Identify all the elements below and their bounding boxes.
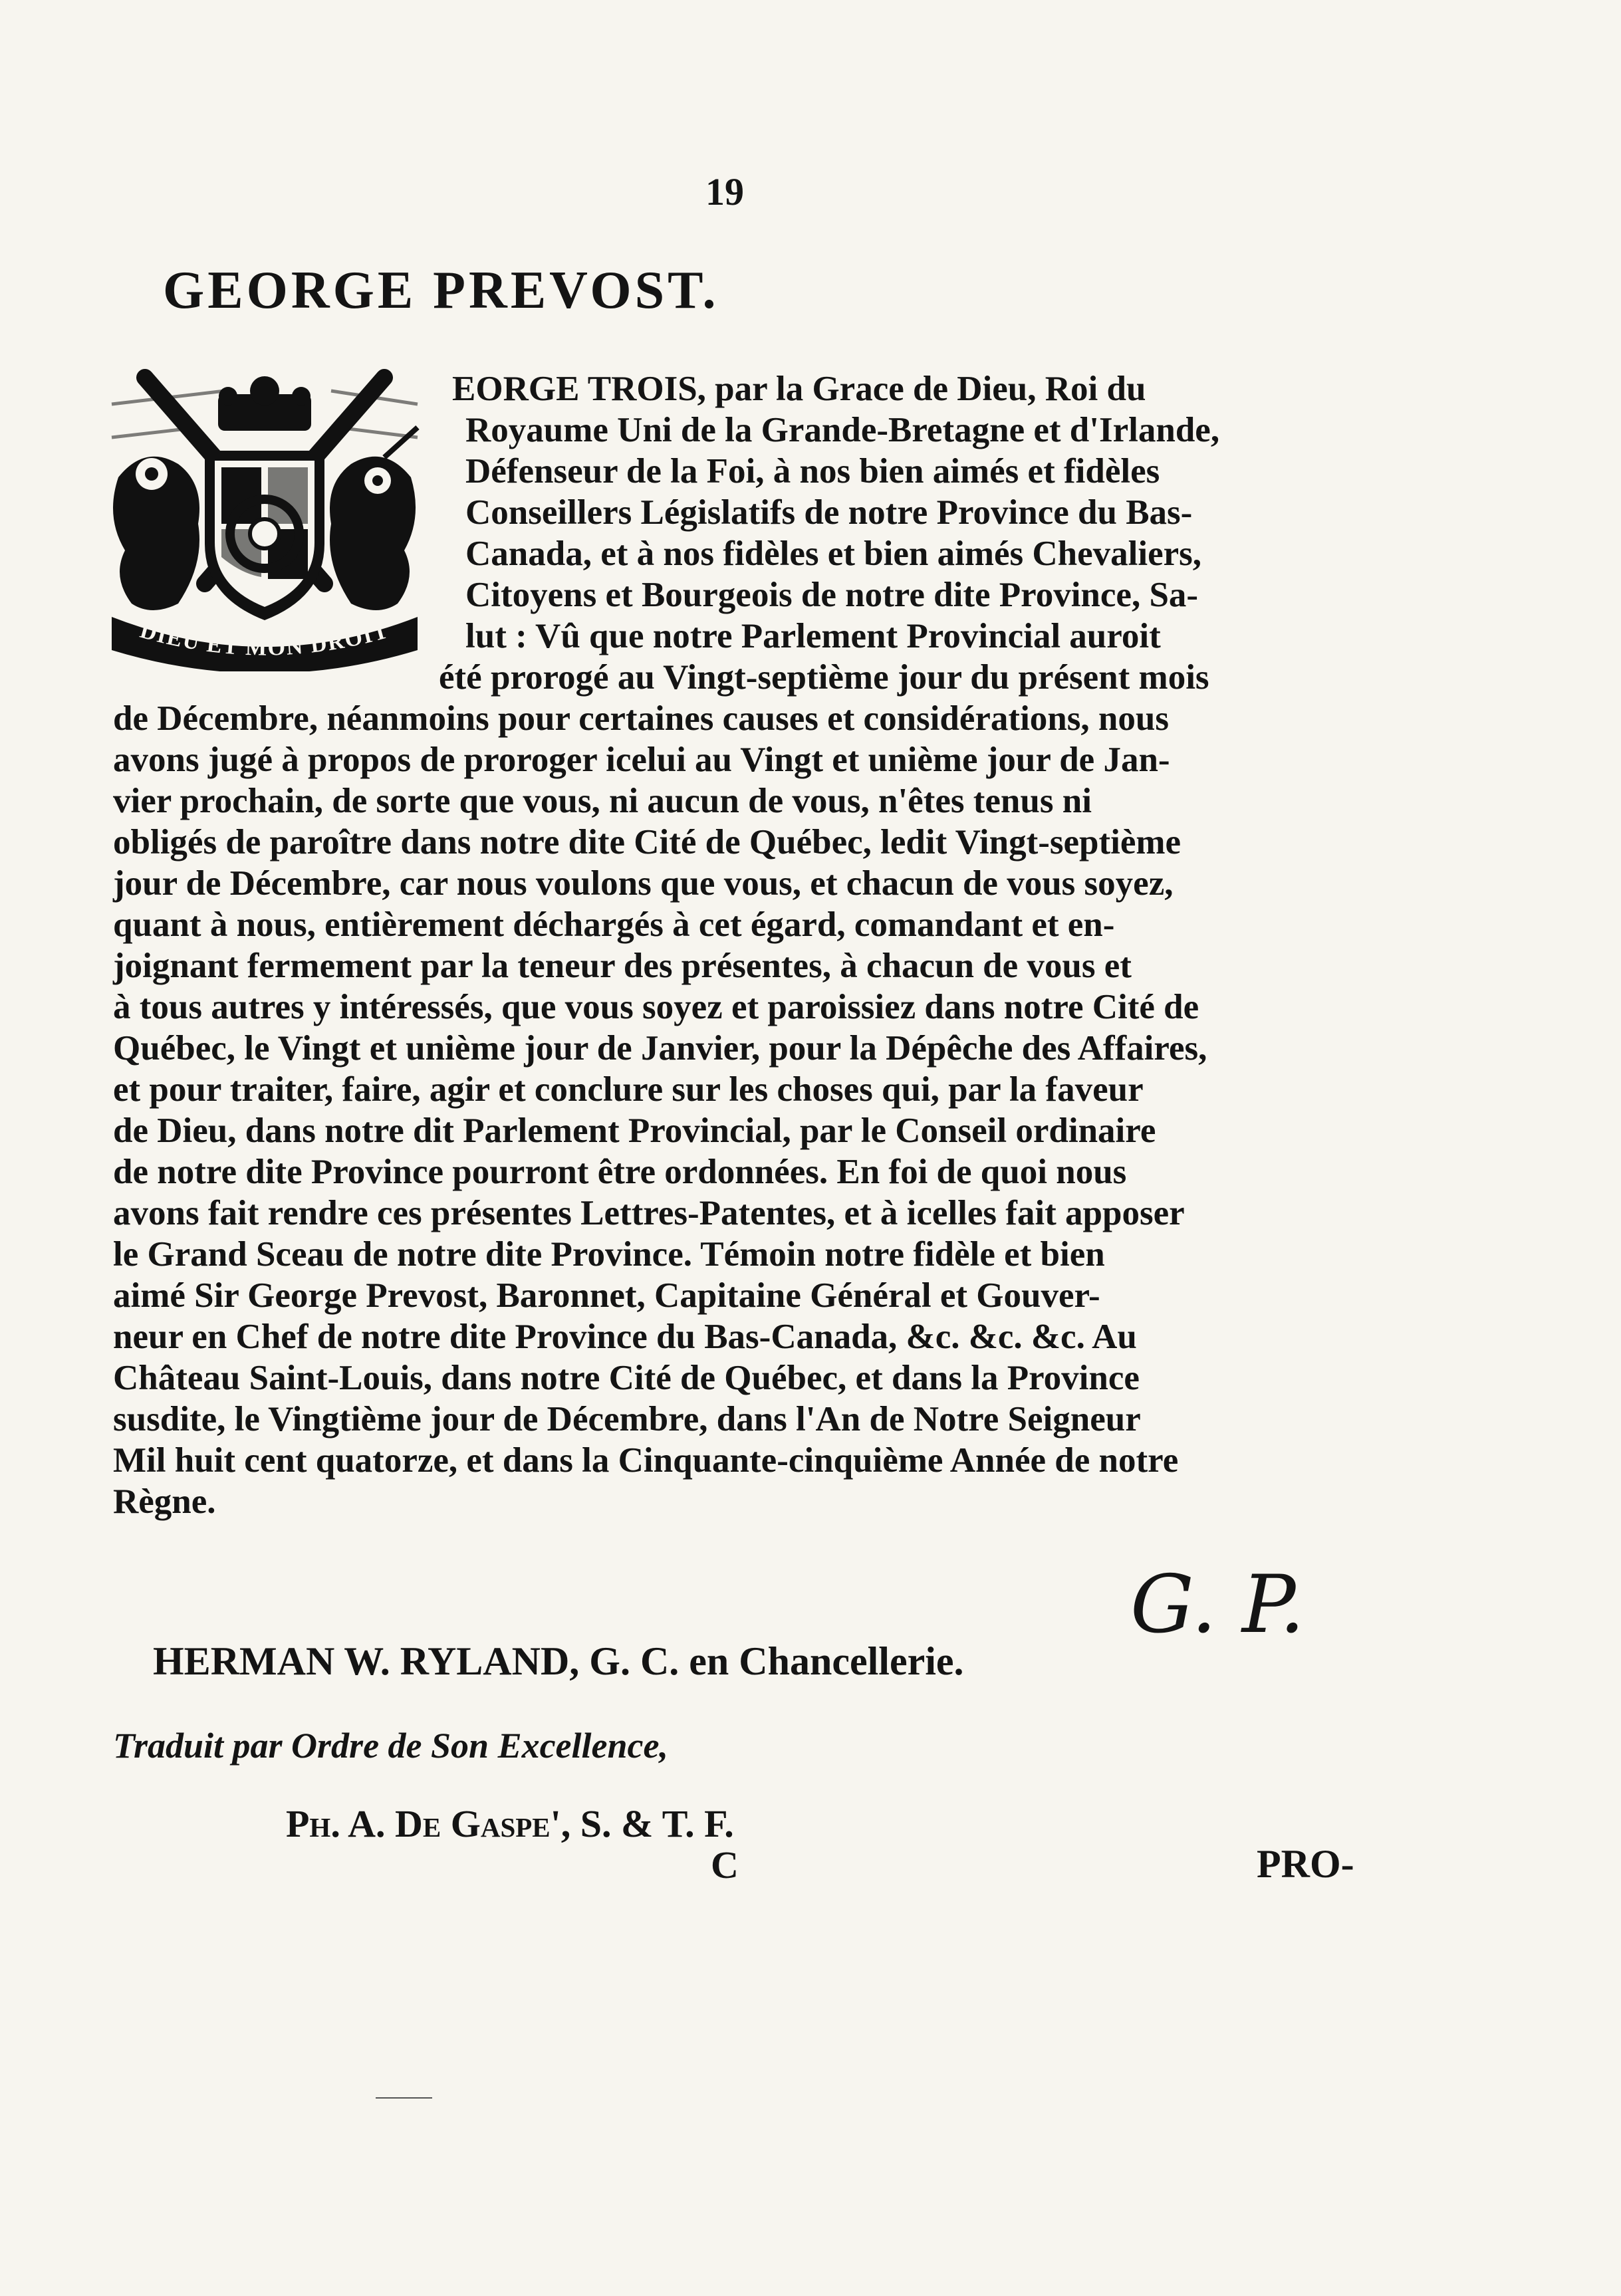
body-line: obligés de paroître dans notre dite Cité de Québec, ledit Vingt-septième (113, 823, 1182, 861)
body-line: et pour traiter, faire, agir et conclure sur les choses qui, par la faveur (113, 1070, 1144, 1109)
body-line: Conseillers Législatifs de notre Province du Bas- (465, 493, 1193, 532)
proclamation-title: GEORGE PREVOST. (163, 261, 719, 320)
secretary-attestation: HERMAN W. RYLAND, G. C. en Chancellerie. (153, 1639, 964, 1683)
body-line: à tous autres y intéressés, que vous soyez et paroissiez dans notre Cité de (113, 988, 1199, 1026)
body-line: Château Saint-Louis, dans notre Cité de Québec, et dans la Province (113, 1359, 1140, 1397)
body-line: été prorogé au Vingt-septième jour du présent mois (439, 658, 1209, 697)
body-line: Défenseur de la Foi, à nos bien aimés et fidèles (465, 452, 1160, 491)
body-line: de notre dite Province pourront être ordonnées. En foi de quoi nous (113, 1153, 1127, 1191)
signature-initials: G. P. (1130, 1559, 1305, 1651)
body-line: de Décembre, néanmoins pour certaines causes et considérations, nous (113, 699, 1169, 738)
printer-signature-mark: C (711, 1843, 739, 1887)
body-line: jour de Décembre, car nous voulons que vous, et chacun de vous soyez, (113, 864, 1174, 903)
body-line: le Grand Sceau de notre dite Province. Témoin notre fidèle et bien (113, 1235, 1105, 1274)
body-line: vier prochain, de sorte que vous, ni aucun de vous, n'êtes tenus ni (113, 782, 1092, 820)
body-line: Royaume Uni de la Grande-Bretagne et d'Irlande, (465, 411, 1220, 449)
body-line: Règne. (113, 1482, 216, 1521)
body-line: de Dieu, dans notre dit Parlement Provincial, par le Conseil ordinaire (113, 1111, 1156, 1150)
body-line: aimé Sir George Prevost, Baronnet, Capitaine Général et Gouver- (113, 1276, 1100, 1315)
page-number: 19 (705, 170, 744, 213)
body-line: Mil huit cent quatorze, et dans la Cinquante-cinquième Année de notre (113, 1441, 1179, 1480)
body-line: neur en Chef de notre dite Province du Bas-Canada, &c. &c. &c. Au (113, 1318, 1137, 1356)
body-line: joignant fermement par la teneur des présentes, à chacun de vous et (113, 947, 1132, 985)
body-line: Québec, le Vingt et unième jour de Janvier, pour la Dépêche des Affaires, (113, 1029, 1207, 1068)
body-line: avons fait rendre ces présentes Lettres-Patentes, et à icelles fait apposer (113, 1194, 1185, 1232)
body-line: Canada, et à nos fidèles et bien aimés Chevaliers, (465, 534, 1202, 573)
translator-credit: Ph. A. De Gaspe', S. & T. F. (286, 1802, 734, 1845)
body-line: EORGE TROIS, par la Grace de Dieu, Roi du (452, 370, 1146, 408)
royal-coat-of-arms-image (105, 364, 423, 671)
body-line: Citoyens et Bourgeois de notre dite Province, Sa- (465, 576, 1199, 614)
body-line: lut : Vû que notre Parlement Provincial auroit (465, 617, 1161, 655)
body-line: avons jugé à propos de proroger icelui au Vingt et unième jour de Jan- (113, 741, 1170, 779)
divider-rule (376, 2097, 432, 2099)
catchword: PRO- (1257, 1842, 1354, 1886)
body-line: quant à nous, entièrement déchargés à cet égard, comandant et en- (113, 905, 1115, 944)
arms-motto: DIEU ET MON DROIT (137, 618, 392, 661)
body-line: susdite, le Vingtième jour de Décembre, dans l'An de Notre Seigneur (113, 1400, 1141, 1438)
translation-note: Traduit par Ordre de Son Excellence, (113, 1726, 668, 1766)
